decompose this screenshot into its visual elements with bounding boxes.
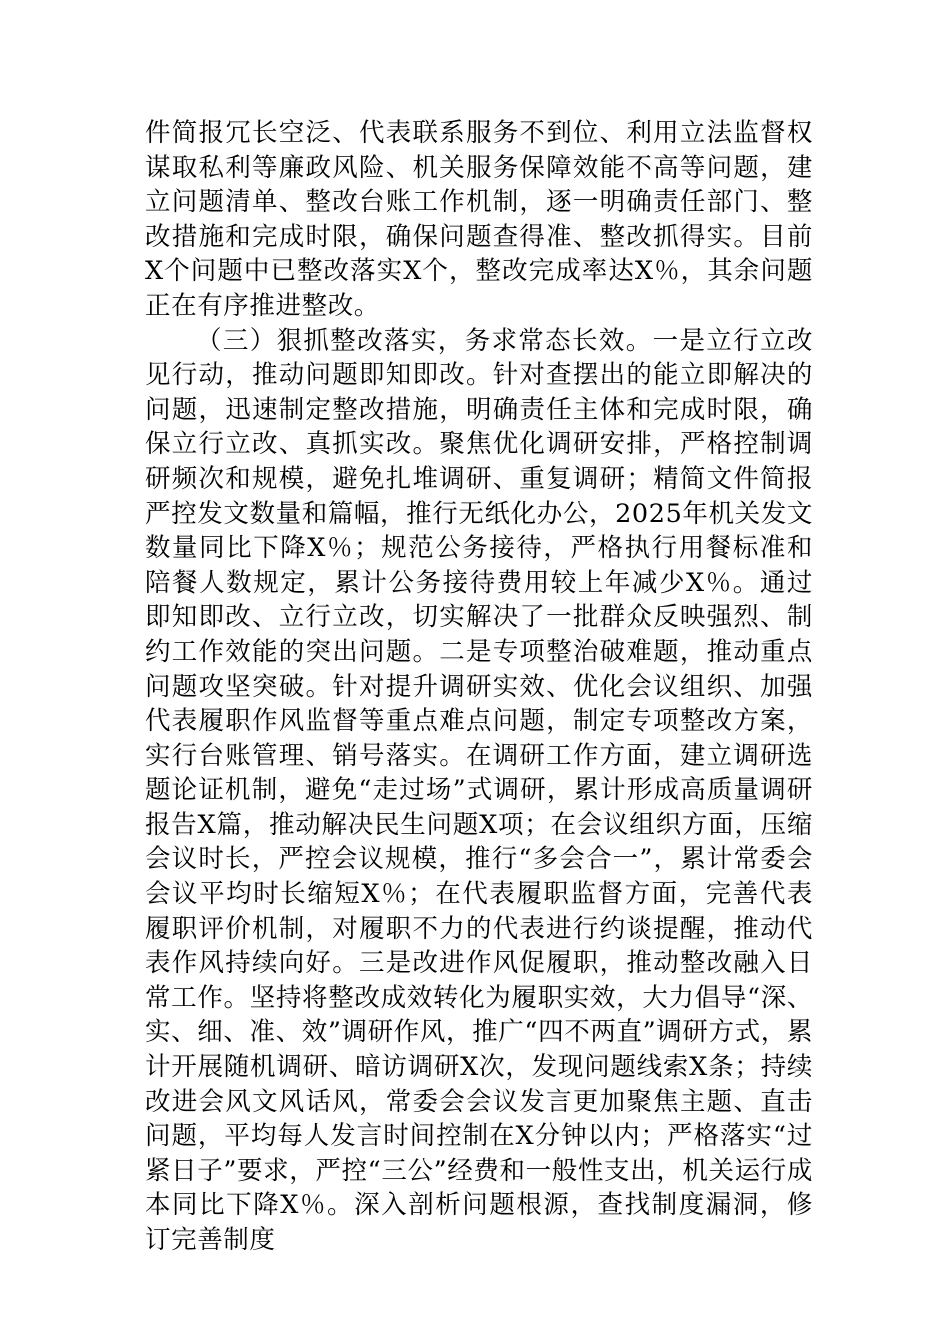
document-body xyxy=(145,116,813,1258)
paragraph-continued: 件简报冗长空泛、代表联系服务不到位、利用立法监督权谋取私利等廉政风险、机关服务保障效能不高等问题，建立问题清单、整改台账工作机制，逐一明确责任部门、整改措施和完成时限，确保问题查得准、整改抓得实。目前X个问题中已整改落实X个，整改完成率达X％，其余问题正在有序推进整改。 xyxy=(145,118,813,321)
paragraph-section-three: （三）狠抓整改落实，务求常态长效。一是立行立改见行动，推动问题即知即改。针对查摆出的能立即解决的问题，迅速制定整改措施，明确责任主体和完成时限，确保立行立改、真抓实改。聚焦优化调研安排，严格控制调研频次和规模，避免扎堆调研、重复调研；精简文件简报严控发文数量和篇幅，推行无纸化办公，2025年机关发文数量同比下降X％；规范公务接待，严格执行用餐标准和陪餐人数规定，累计公务接待费用较上年减少X％。通过即知即改、立行立改，切实解决了一批群众反映强烈、制约工作效能的突出问题。二是专项整治破难题，推动重点问题攻坚突破。针对提升调研实效、优化会议组织、加强代表履职作风监督等重点难点问题，制定专项整改方案，实行台账管理、销号落实。在调研工作方面，建立调研选题论证机制，避免“走过场”式调研，累计形成高质量调研报告X篇，推动解决民生问题X项；在会议组织方面，压缩会议时长，严控会议规模，推行“多会合一”，累计常委会会议平均时长缩短X％；在代表履职监督方面，完善代表履职评价机制，对履职不力的代表进行约谈提醒，推动代表作风持续向好。三是改进作风促履职，推动整改融入日常工作。坚持将整改成效转化为履职实效，大力倡导“深、实、细、准、效”调研作风，推广“四不两直”调研方式，累计开展随机调研、暗访调研X次，发现问题线索X条；持续改进会风文风话风，常委会会议发言更加聚焦主题、直击问题，平均每人发言时间控制在X分钟以内；严格落实“过紧日子”要求，严控“三公”经费和一般性支出，机关运行成本同比下降X％。深入剖析问题根源，查找制度漏洞，修订完善制度 xyxy=(145,325,813,1255)
